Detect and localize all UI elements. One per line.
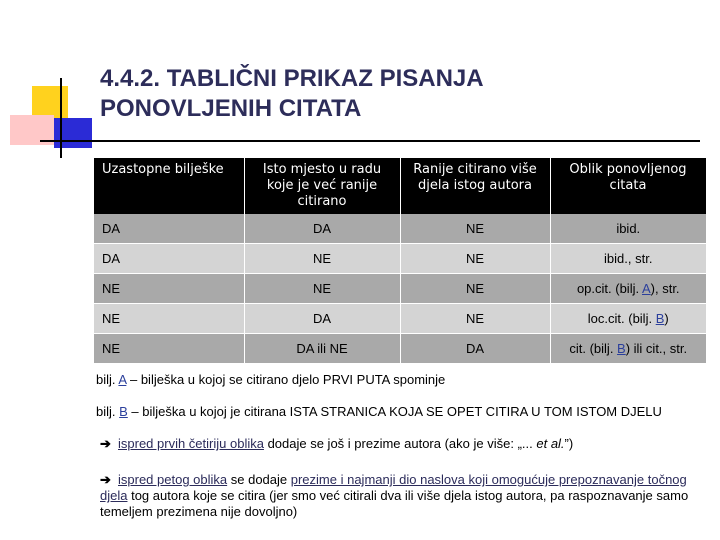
cell-multiple-works: NE bbox=[400, 244, 550, 274]
note-a-text: – bilješka u kojoj se citirano djelo PRVI PUTA spominje bbox=[126, 372, 446, 387]
note-b-text: – bilješka u kojoj je citirana ISTA STRANICA KOJA SE OPET CITIRA U TOM ISTOM DJELU bbox=[127, 404, 662, 419]
note-b-prefix: bilj. bbox=[96, 404, 120, 419]
page-title bbox=[100, 64, 690, 124]
first-four-forms-link[interactable]: ispred prvih četiriju oblika bbox=[118, 436, 264, 451]
header-same-place: Isto mjesto u radu koje je već ranije citirano bbox=[244, 158, 400, 214]
cell-same-place: DA bbox=[244, 214, 400, 244]
bullet-2-text-2: tog autora koje se citira (jer smo već citirali dva ili više djela istog autora, pa raspoznavanje samo temeljem prezimena nije dovoljno) bbox=[100, 488, 689, 519]
cell-same-place: DA ili NE bbox=[244, 334, 400, 364]
cell-multiple-works: NE bbox=[400, 214, 550, 244]
bullet-1-end: ”) bbox=[564, 436, 574, 451]
fifth-form-link[interactable]: ispred petog oblika bbox=[118, 472, 228, 487]
note-b-link[interactable]: B bbox=[617, 341, 626, 356]
cell-consecutive: DA bbox=[94, 214, 244, 244]
bullet-fifth-form bbox=[100, 472, 700, 520]
cell-consecutive: NE bbox=[94, 274, 244, 304]
title-line-2: PONOVLJENIH CITATA bbox=[100, 95, 362, 122]
citation-form-text: ibid., str. bbox=[604, 251, 653, 266]
cell-consecutive: NE bbox=[94, 334, 244, 364]
citation-form-text: cit. (bilj. bbox=[569, 341, 618, 356]
header-consecutive-notes: Uzastopne bilješke bbox=[94, 158, 244, 214]
arrow-right-icon: ➔ bbox=[100, 436, 111, 451]
bullet-2-text-1: se dodaje bbox=[227, 472, 291, 487]
citation-table bbox=[94, 158, 707, 364]
header-citation-form: Oblik ponovljenog citata bbox=[550, 158, 706, 214]
cell-multiple-works: NE bbox=[400, 274, 550, 304]
table-row bbox=[94, 244, 706, 274]
title-line-1: 4.4.2. TABLIČNI PRIKAZ PISANJA bbox=[100, 65, 484, 92]
decor-horizontal-line bbox=[40, 140, 700, 142]
bullet-1-text: dodaje se još i prezime autora (ako je više: „... bbox=[263, 436, 537, 451]
table-row bbox=[94, 334, 706, 364]
citation-form-text: op.cit. (bilj. bbox=[576, 281, 642, 296]
arrow-right-icon: ➔ bbox=[100, 472, 111, 487]
note-a-letter[interactable]: A bbox=[118, 372, 127, 387]
citation-form-text: loc.cit. (bilj. bbox=[587, 311, 656, 326]
citation-form-text: ibid. bbox=[616, 221, 641, 236]
cell-consecutive: DA bbox=[94, 244, 244, 274]
header-multiple-works: Ranije citirano više djela istog autora bbox=[400, 158, 550, 214]
table-row bbox=[94, 304, 706, 334]
cell-citation-form bbox=[550, 304, 706, 334]
cell-citation-form bbox=[550, 334, 706, 364]
note-b-definition bbox=[96, 404, 706, 420]
citation-form-suffix: ) ili cit., str. bbox=[625, 341, 688, 356]
note-b-link[interactable]: B bbox=[655, 311, 665, 326]
note-a-definition bbox=[96, 372, 706, 388]
cell-citation-form bbox=[550, 214, 706, 244]
note-a-link[interactable]: A bbox=[641, 281, 651, 296]
note-a-prefix: bilj. bbox=[96, 372, 119, 387]
cell-citation-form bbox=[550, 274, 706, 304]
note-b-letter[interactable]: B bbox=[119, 404, 128, 419]
cell-multiple-works: DA bbox=[400, 334, 550, 364]
table-row bbox=[94, 274, 706, 304]
cell-same-place: NE bbox=[244, 244, 400, 274]
citation-form-suffix: ) bbox=[664, 311, 669, 326]
surname-title-link[interactable]: prezime i najmanji dio naslova koji omogućuje prepoznavanje točnog djela bbox=[100, 472, 687, 503]
table-header-row bbox=[94, 158, 706, 214]
bullet-first-four-forms bbox=[100, 436, 700, 452]
table-row bbox=[94, 214, 706, 244]
cell-citation-form bbox=[550, 244, 706, 274]
cell-multiple-works: NE bbox=[400, 304, 550, 334]
decor-vertical-line bbox=[60, 78, 62, 158]
cell-consecutive: NE bbox=[94, 304, 244, 334]
cell-same-place: DA bbox=[244, 304, 400, 334]
et-al-text: et al. bbox=[536, 436, 565, 451]
cell-same-place: NE bbox=[244, 274, 400, 304]
citation-form-suffix: ), str. bbox=[650, 281, 680, 296]
